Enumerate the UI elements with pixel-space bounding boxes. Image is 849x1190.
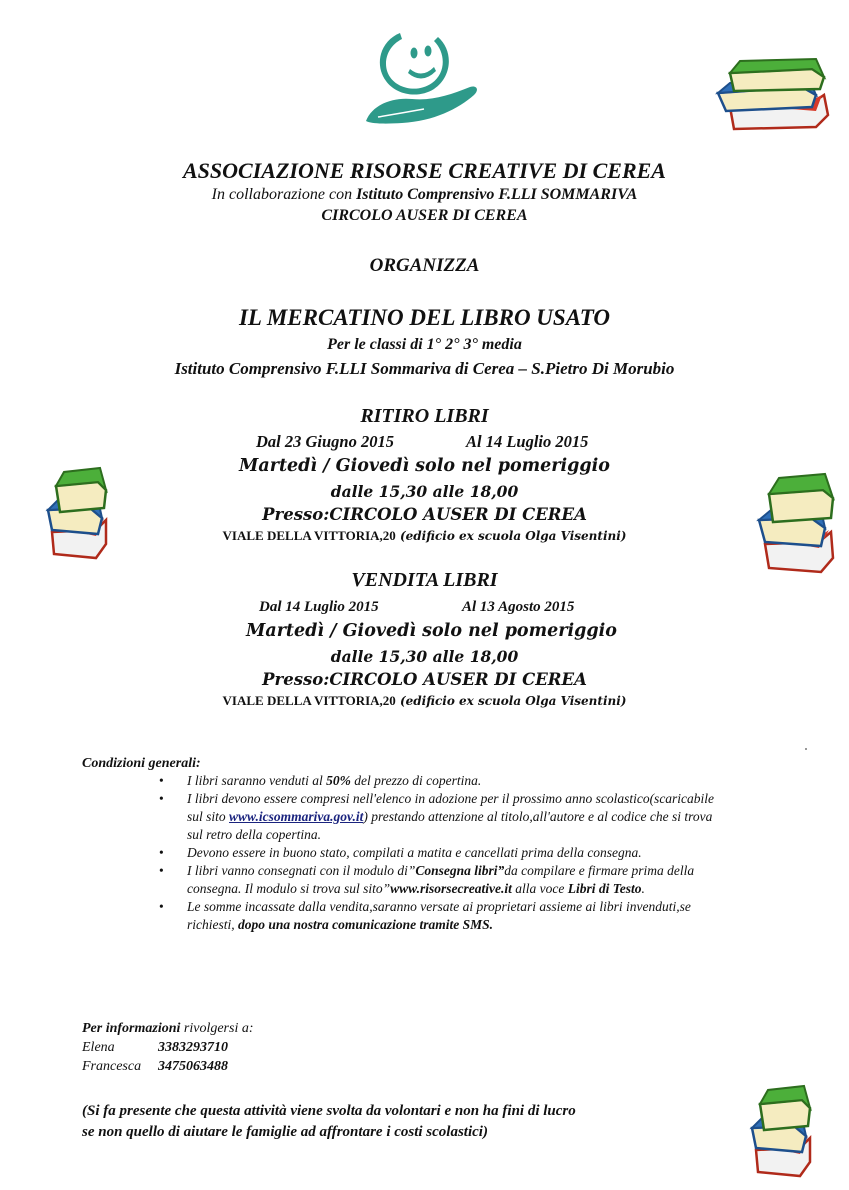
bullet-icon: • xyxy=(159,845,164,860)
org-name: ASSOCIAZIONE RISORSE CREATIVE DI CEREA xyxy=(183,158,666,183)
event-school: Istituto Comprensivo F.LLI Sommariva di Cerea – S.Pietro Di Morubio xyxy=(174,359,675,378)
conditions-item xyxy=(155,790,725,844)
stray-dot xyxy=(805,748,807,750)
contacts-intro xyxy=(82,1019,254,1038)
contact-row xyxy=(82,1038,228,1057)
collab-partner: Istituto Comprensivo F.LLI SOMMARIVA xyxy=(356,186,638,203)
condition-text: I libri devono essere compresi nell'elenco in adozione per il prossimo anno scolastico(scaricabile sul sito xyxy=(187,791,715,824)
vendita-hours: dalle 15,30 alle 18,00 xyxy=(330,647,519,666)
ritiro-address-street: VIALE DELLA VITTORIA,20 xyxy=(222,528,396,543)
bullet-icon: • xyxy=(159,863,164,878)
condition-text: alla voce xyxy=(511,881,568,896)
conditions-title: Condizioni generali: xyxy=(82,756,201,771)
form-name: Consegna libri” xyxy=(415,863,505,878)
condition-emphasis: dopo una nostra comunicazione tramite SMS. xyxy=(238,917,494,932)
contacts-intro-rest: rivolgersi a: xyxy=(180,1021,254,1036)
bullet-icon: • xyxy=(159,791,164,806)
contact-name: Francesca xyxy=(82,1059,142,1074)
vendita-address-note: (edificio ex scuola Olga Visentini) xyxy=(395,694,627,708)
ritiro-title: RITIRO LIBRI xyxy=(360,405,489,427)
condition-text: Le somme incassate dalla vendita,saranno versate ai proprietari assieme ai libri invenduti,se richiesti, xyxy=(187,899,691,932)
condition-text: . xyxy=(641,881,645,896)
icsommariva-link[interactable]: www.icsommariva.gov.it xyxy=(229,809,364,824)
condition-text: del prezzo di copertina. xyxy=(350,773,482,788)
books-stack-icon xyxy=(748,1082,818,1180)
section-name: Libri di Testo xyxy=(567,881,642,896)
condition-text: Devono essere in buono stato, compilati a matita e cancellati prima della consegna. xyxy=(187,845,642,860)
ritiro-from: Dal 23 Giugno 2015 xyxy=(256,432,394,451)
vendita-to: Al 13 Agosto 2015 xyxy=(462,599,575,615)
contact-phone[interactable]: 3383293710 xyxy=(158,1040,228,1055)
conditions-item xyxy=(155,772,725,790)
conditions-list xyxy=(155,772,725,934)
ritiro-days: Martedì / Giovedì solo nel pomeriggio xyxy=(239,456,610,476)
books-stack-icon xyxy=(712,55,837,133)
collab-prefix: In collaborazione con xyxy=(211,186,357,203)
ritiro-place: Presso:CIRCOLO AUSER DI CEREA xyxy=(262,505,587,524)
event-classes: Per le classi di 1° 2° 3° media xyxy=(327,336,522,353)
vendita-address xyxy=(0,693,849,709)
collaboration-line xyxy=(0,186,849,204)
organizza-heading: ORGANIZZA xyxy=(369,255,480,276)
contacts-intro-bold: Per informazioni xyxy=(82,1021,181,1036)
event-title: IL MERCATINO DEL LIBRO USATO xyxy=(238,305,611,330)
vendita-title: VENDITA LIBRI xyxy=(351,569,498,591)
note-line-1: (Si fa presente che questa attività viene svolta da volontari e non ha fini di lucro xyxy=(82,1103,576,1119)
conditions-item xyxy=(155,862,725,898)
vendita-place: Presso:CIRCOLO AUSER DI CEREA xyxy=(262,670,587,689)
risorsecreative-site: www.risorsecreative.it xyxy=(390,881,512,896)
condition-text: ) prestando attenzione al titolo,all'autore e al codice che si trova sul retro della copertina. xyxy=(187,809,713,842)
contact-name: Elena xyxy=(82,1040,115,1055)
ritiro-address-note: (edificio ex scuola Olga Visentini) xyxy=(395,529,627,543)
vendita-address-street: VIALE DELLA VITTORIA,20 xyxy=(222,693,396,708)
note-line-2: se non quello di aiutare le famiglie ad affrontare i costi scolastici) xyxy=(82,1124,488,1140)
contact-row xyxy=(82,1057,228,1076)
ritiro-hours: dalle 15,30 alle 18,00 xyxy=(330,482,519,501)
condition-text: I libri vanno consegnati con il modulo di” xyxy=(187,863,416,878)
conditions-item xyxy=(155,898,725,934)
ritiro-to: Al 14 Luglio 2015 xyxy=(466,432,589,451)
bullet-icon: • xyxy=(159,899,164,914)
bullet-icon: • xyxy=(159,773,164,788)
conditions-item xyxy=(155,844,725,862)
condition-text: I libri saranno venduti al xyxy=(187,773,327,788)
second-partner: CIRCOLO AUSER DI CEREA xyxy=(321,207,528,224)
vendita-from: Dal 14 Luglio 2015 xyxy=(259,599,379,615)
contact-phone[interactable]: 3475063488 xyxy=(158,1059,228,1074)
ritiro-address xyxy=(0,528,849,544)
association-logo xyxy=(362,25,482,130)
discount-value: 50% xyxy=(326,773,351,788)
vendita-days: Martedì / Giovedì solo nel pomeriggio xyxy=(246,621,617,641)
condition-text: da compilare e firmare prima della consegna. Il modulo si trova sul sito” xyxy=(187,863,695,896)
